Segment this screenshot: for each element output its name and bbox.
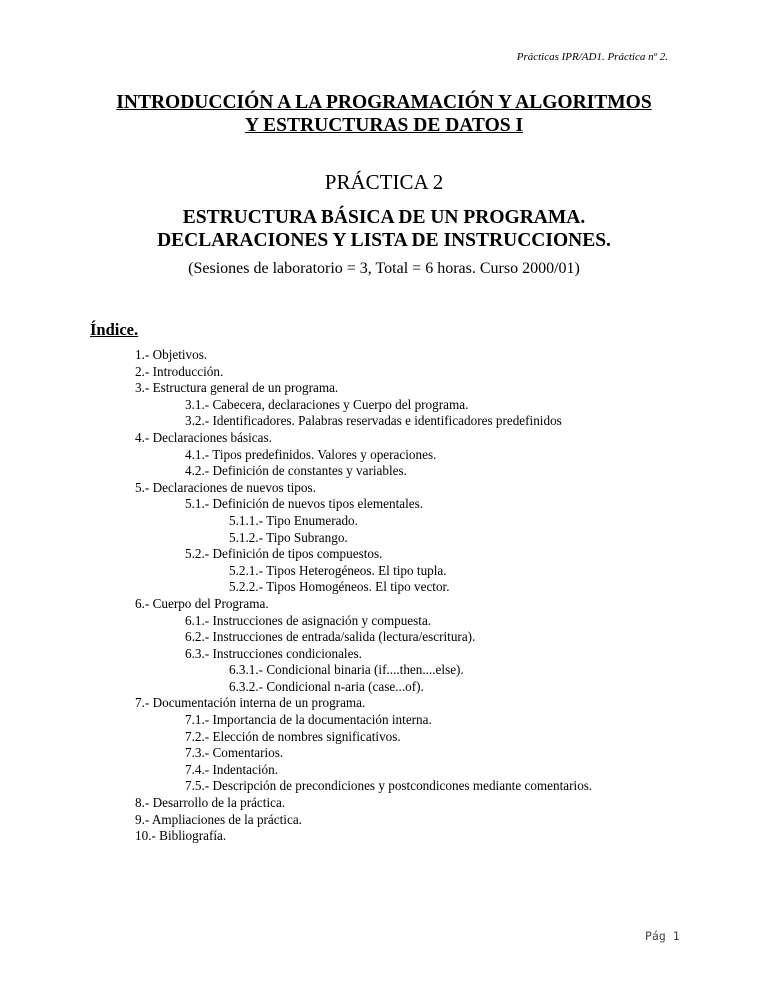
toc-item: 7.- Documentación interna de un programa.: [135, 695, 366, 711]
toc-item: 10.- Bibliografía.: [135, 828, 227, 844]
page-number: Pág 1: [645, 929, 680, 943]
toc-item: 7.3.- Comentarios.: [185, 745, 284, 761]
toc-item: 9.- Ampliaciones de la práctica.: [135, 811, 302, 827]
running-header: Prácticas IPR/AD1. Práctica nº 2.: [516, 51, 668, 63]
sessions-info: (Sesiones de laboratorio = 3, Total = 6 horas. Curso 2000/01): [188, 260, 580, 277]
toc-item: 7.1.- Importancia de la documentación interna.: [185, 712, 432, 728]
toc-item: 5.1.- Definición de nuevos tipos elementales.: [185, 496, 424, 512]
toc-item: 6.3.- Instrucciones condicionales.: [185, 645, 362, 661]
document-title-line-2: Y ESTRUCTURAS DE DATOS I: [244, 115, 524, 136]
toc-item: 4.2.- Definición de constantes y variables.: [185, 463, 407, 479]
toc-item: 4.1.- Tipos predefinidos. Valores y operaciones.: [185, 446, 437, 462]
toc-item: 4.- Declaraciones básicas.: [135, 429, 272, 445]
practice-subtitle-line-2: DECLARACIONES Y LISTA DE INSTRUCCIONES.: [157, 230, 611, 251]
document-title-line-1: INTRODUCCIÓN A LA PROGRAMACIÓN Y ALGORITMOS: [116, 92, 652, 113]
toc-item: 5.1.2.- Tipo Subrango.: [229, 529, 348, 545]
practice-subtitle-line-1: ESTRUCTURA BÁSICA DE UN PROGRAMA.: [182, 207, 586, 228]
toc-item: 3.1.- Cabecera, declaraciones y Cuerpo del programa.: [185, 396, 469, 412]
toc-item: 7.4.- Indentación.: [185, 761, 279, 777]
practice-label: PRÁCTICA 2: [324, 170, 444, 194]
toc-item: 5.2.1.- Tipos Heterogéneos. El tipo tupla.: [229, 562, 447, 578]
toc-item: 8.- Desarrollo de la práctica.: [135, 795, 286, 811]
toc-item: 5.1.1.- Tipo Enumerado.: [229, 512, 358, 528]
toc-item: 1.- Objetivos.: [135, 347, 208, 362]
toc-item: 2.- Introducción.: [135, 363, 224, 379]
toc-item: 6.2.- Instrucciones de entrada/salida (lectura/escritura).: [185, 629, 476, 645]
toc-item: 6.3.2.- Condicional n-aria (case...of).: [229, 678, 424, 694]
document-title: [0, 91, 768, 137]
table-of-contents: [0, 347, 768, 845]
toc-item: 6.- Cuerpo del Programa.: [135, 595, 269, 611]
index-heading: Índice.: [90, 320, 139, 339]
toc-item: 5.2.2.- Tipos Homogéneos. El tipo vector.: [229, 579, 450, 595]
toc-item: 5.2.- Definición de tipos compuestos.: [185, 546, 383, 562]
toc-item: 6.1.- Instrucciones de asignación y compuesta.: [185, 612, 432, 628]
toc-item: 3.2.- Identificadores. Palabras reservadas e identificadores predefinidos: [185, 413, 562, 429]
toc-item: 5.- Declaraciones de nuevos tipos.: [135, 479, 316, 495]
toc-item: 3.- Estructura general de un programa.: [135, 380, 339, 396]
toc-item: 7.2.- Elección de nombres significativos.: [185, 728, 401, 744]
practice-subtitle: [0, 206, 768, 252]
toc-item: 6.3.1.- Condicional binaria (if....then....else).: [229, 662, 464, 678]
toc-item: 7.5.- Descripción de precondiciones y postcondicones mediante comentarios.: [185, 778, 593, 794]
